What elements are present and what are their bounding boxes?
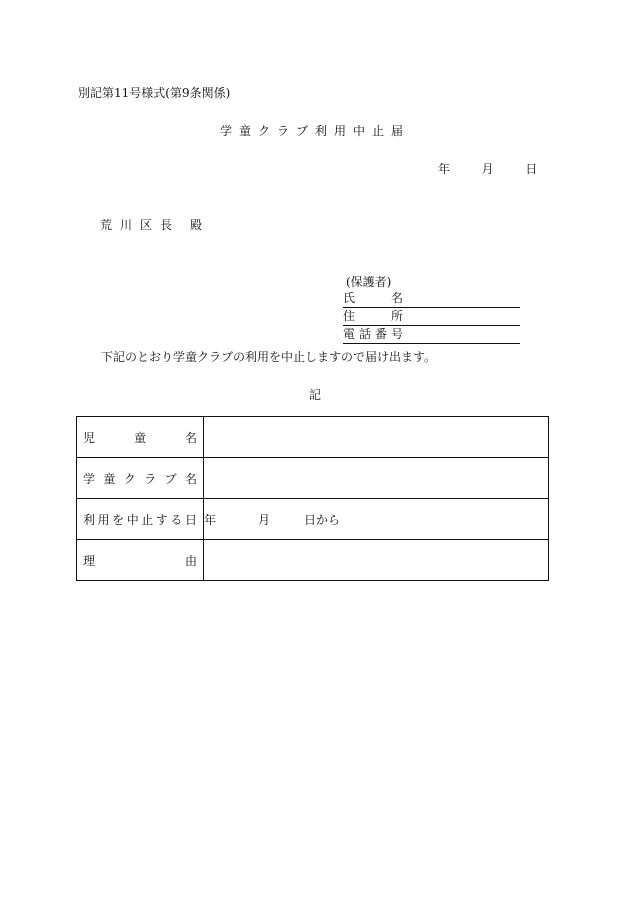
club-name-input-cell[interactable] <box>204 458 549 499</box>
child-name-label: 児童名 <box>83 430 197 445</box>
stop-date-month-label: 月 <box>258 512 271 527</box>
table-row <box>77 499 549 540</box>
stop-date-year-label: 年 <box>204 512 217 527</box>
date-day-label: 日 <box>525 162 538 176</box>
table-row <box>77 458 549 499</box>
reason-label-cell <box>77 540 204 581</box>
document-title: 学童クラブ利用中止届 <box>219 124 410 138</box>
guardian-name-field[interactable] <box>343 291 520 308</box>
guardian-address-label: 住所 <box>343 309 403 323</box>
guardian-address-field[interactable] <box>343 309 520 326</box>
details-table <box>76 416 549 581</box>
guardian-name-label: 氏名 <box>343 291 403 305</box>
stop-date-label-cell <box>77 499 204 540</box>
date-year-label: 年 <box>438 162 451 176</box>
submission-date <box>438 160 537 177</box>
addressee-name: 荒川区長 <box>100 218 181 232</box>
reason-input-cell[interactable] <box>204 540 549 581</box>
child-name-label-cell <box>77 417 204 458</box>
club-name-label-cell <box>77 458 204 499</box>
table-row <box>77 417 549 458</box>
reason-label: 理由 <box>83 553 197 568</box>
stop-date-day-label: 日から <box>304 512 341 527</box>
stop-date-input-cell[interactable] <box>204 499 549 540</box>
table-row <box>77 540 549 581</box>
form-number: 別記第11号様式(第9条関係) <box>78 86 231 100</box>
stop-date-label: 利用を中止する日 <box>83 512 197 527</box>
guardian-phone-field[interactable] <box>343 327 520 344</box>
child-name-input-cell[interactable] <box>204 417 549 458</box>
club-name-label: 学童クラブ名 <box>83 471 197 486</box>
guardian-label: (保護者) <box>346 275 392 289</box>
guardian-phone-label: 電話番号 <box>343 327 403 341</box>
ki-heading: 記 <box>308 388 321 402</box>
body-text: 下記のとおり学童クラブの利用を中止しますので届け出ます。 <box>101 350 437 364</box>
addressee-honorific: 殿 <box>190 218 211 232</box>
date-month-label: 月 <box>481 162 494 176</box>
addressee <box>100 216 210 233</box>
